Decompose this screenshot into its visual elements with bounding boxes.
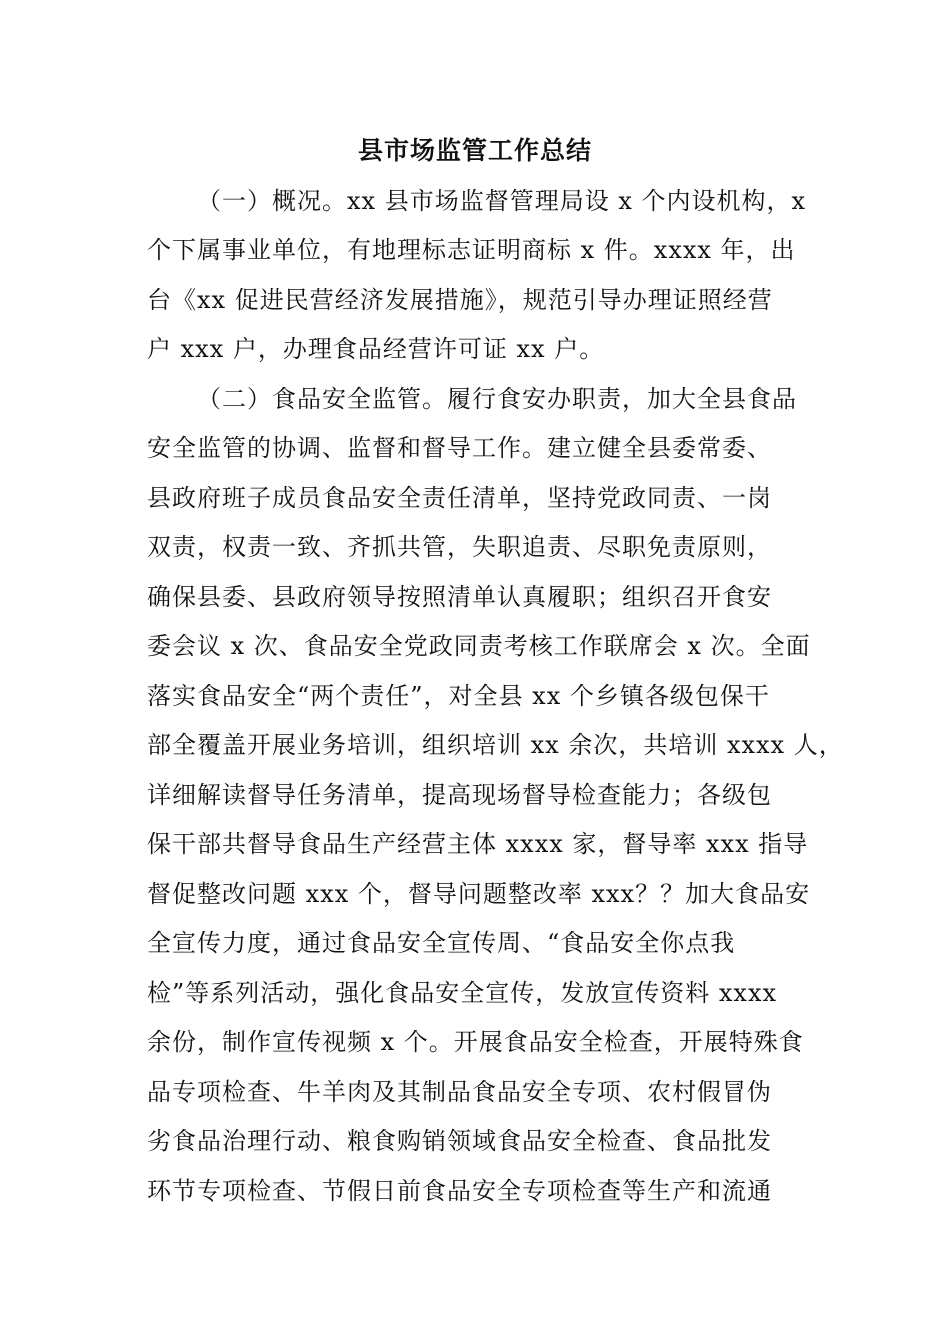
- paragraph-line: 督促整改问题 xxx 个，督导问题整改率 xxx？？加大食品安: [147, 880, 811, 908]
- paragraph-line: 全宣传力度，通过食品安全宣传周、“食品安全你点我: [147, 929, 736, 957]
- paragraph-line: 部全覆盖开展业务培训，组织培训 xx 余次，共培训 xxxx 人，: [147, 731, 844, 759]
- paragraph-line: 保干部共督导食品生产经营主体 xxxx 家，督导率 xxx 指导: [147, 830, 809, 858]
- paragraph-line: 详细解读督导任务清单，提高现场督导检查能力；各级包: [147, 781, 772, 809]
- paragraph-line: 落实食品安全“两个责任”，对全县 xx 个乡镇各级包保干: [147, 682, 770, 710]
- paragraph-line: （二）食品安全监管。履行食安办职责，加大全县食品: [197, 385, 797, 413]
- paragraph-line: 双责，权责一致、齐抓共管，失职追责、尽职免责原则，: [147, 533, 772, 561]
- paragraph-line: 个下属事业单位，有地理标志证明商标 x 件。xxxx 年，出: [147, 236, 796, 264]
- paragraph-line: 县政府班子成员食品安全责任清单，坚持党政同责、一岗: [147, 484, 772, 512]
- paragraph-line: 安全监管的协调、监督和督导工作。建立健全县委常委、: [147, 434, 772, 462]
- paragraph-line: 检”等系列活动，强化食品安全宣传，发放宣传资料 xxxx: [147, 979, 778, 1007]
- paragraph-line: 余份，制作宣传视频 x 个。开展食品安全检查，开展特殊食: [147, 1028, 804, 1056]
- document-title: 县市场监管工作总结: [357, 136, 592, 165]
- paragraph-line: 环节专项检查、节假日前食品安全专项检查等生产和流通: [147, 1177, 772, 1205]
- paragraph-line: 确保县委、县政府领导按照清单认真履职；组织召开食安: [147, 583, 772, 611]
- paragraph-line: 委会议 x 次、食品安全党政同责考核工作联席会 x 次。全面: [147, 632, 811, 660]
- paragraph-line: 户 xxx 户，办理食品经营许可证 xx 户。: [147, 335, 605, 363]
- paragraph-line: 劣食品治理行动、粮食购销领域食品安全检查、食品批发: [147, 1127, 772, 1155]
- paragraph-line: （一）概况。xx 县市场监督管理局设 x 个内设机构，x: [197, 187, 807, 215]
- paragraph-line: 品专项检查、牛羊肉及其制品食品安全专项、农村假冒伪: [147, 1078, 772, 1106]
- paragraph-line: 台《xx 促进民营经济发展措施》，规范引导办理证照经营: [147, 286, 773, 314]
